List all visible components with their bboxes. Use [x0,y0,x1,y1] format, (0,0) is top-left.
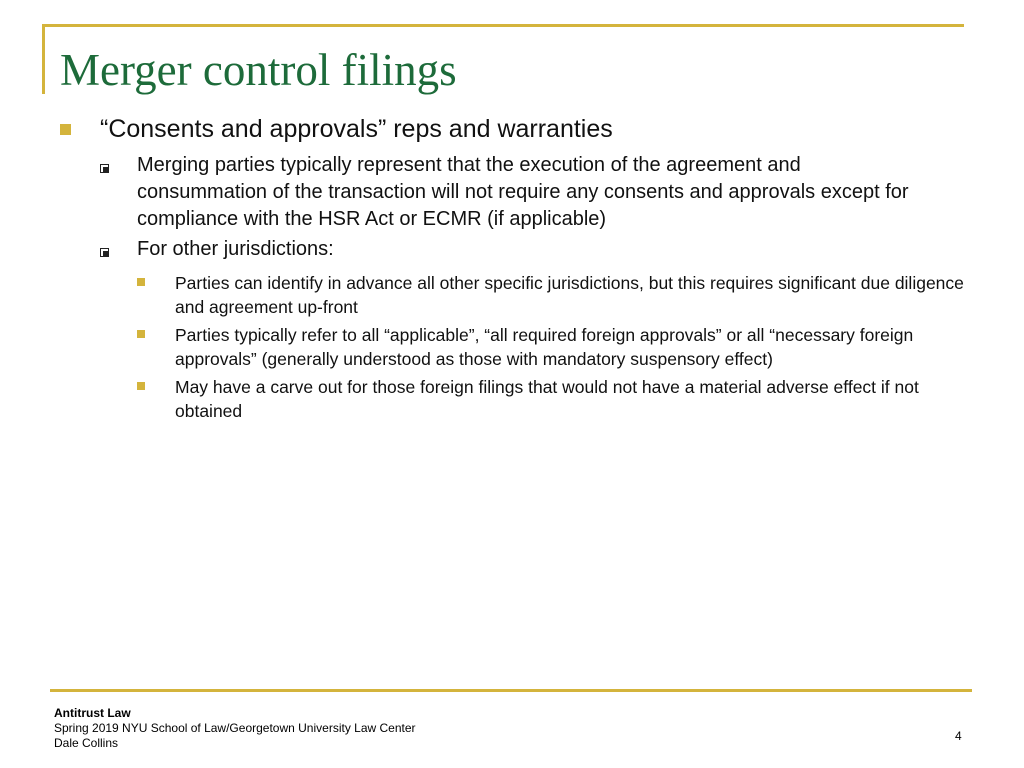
title-frame-left-rule [42,24,45,94]
sub-sub-bullet-text: Parties typically refer to all “applicable”, “all required foreign approvals” or all “necessary foreign approvals” (generally understood as those with mandatory suspensory effect) [175,325,914,369]
square-bullet-icon [60,124,71,135]
title-frame-top-rule [42,24,964,27]
page-number: 4 [955,729,962,743]
sub-bullet-text: For other jurisdictions: [137,238,334,260]
sub-sub-bullet-text: May have a carve out for those foreign filings that would not have a material adverse effect if not obtained [175,377,919,421]
square-bullet-icon [137,330,145,338]
sub-sub-bullet-text: Parties can identify in advance all other specific jurisdictions, but this requires significant due diligence and agreement up-front [175,273,964,317]
hollow-square-bullet-icon [100,164,109,173]
square-bullet-icon [137,278,145,286]
footer-rule [50,689,972,692]
footer-course: Antitrust Law [54,706,131,720]
slide-title: Merger control filings [60,45,457,95]
hollow-square-bullet-icon [100,248,109,257]
square-bullet-icon [137,382,145,390]
sub-bullet-text: Merging parties typically represent that the execution of the agreement and consummation of the transaction will not require any consents and approvals except for compliance with the HSR Act or ECMR (if applicable) [137,154,909,230]
footer-author: Dale Collins [54,736,119,750]
bullet-text: “Consents and approvals” reps and warranties [100,115,613,143]
footer-term: Spring 2019 NYU School of Law/Georgetown University Law Center [54,721,416,735]
